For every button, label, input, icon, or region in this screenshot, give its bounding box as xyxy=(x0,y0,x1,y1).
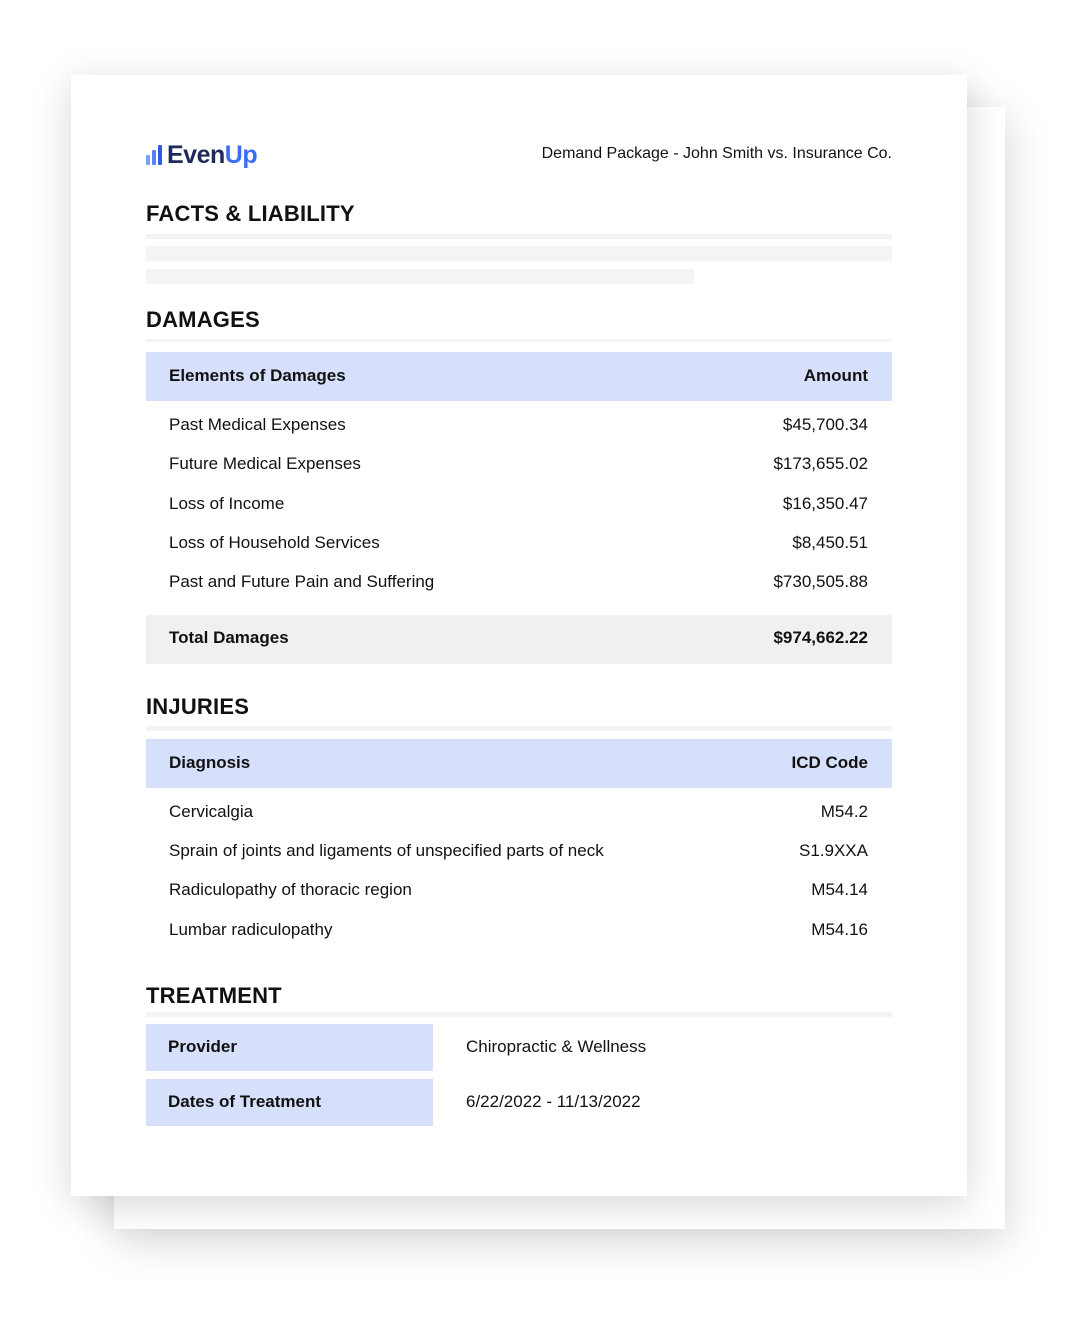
document-header xyxy=(146,139,892,171)
facts-section-title: FACTS & LIABILITY xyxy=(146,201,355,226)
total-damages-label: Total Damages xyxy=(169,628,289,647)
damages-column-header-elements: Elements of Damages xyxy=(169,366,346,385)
damages-table-header xyxy=(146,352,892,401)
damages-table-row xyxy=(146,494,892,518)
damages-table-row xyxy=(146,415,892,439)
provider-value: Chiropractic & Wellness xyxy=(466,1037,647,1056)
dates-value: 6/22/2022 - 11/13/2022 xyxy=(466,1092,641,1111)
damage-label: Past Medical Expenses xyxy=(169,415,346,434)
damage-amount: $730,505.88 xyxy=(773,572,868,591)
damages-table-row xyxy=(146,454,892,478)
diagnosis-label: Cervicalgia xyxy=(169,802,254,821)
injuries-table-row xyxy=(146,880,892,904)
brand-wordmark-part1: Even xyxy=(167,140,225,169)
icd-code: M54.2 xyxy=(820,802,868,821)
icd-code: M54.16 xyxy=(811,920,868,939)
damage-amount: $45,700.34 xyxy=(782,415,868,434)
damages-column-header-amount: Amount xyxy=(803,366,868,385)
treatment-divider xyxy=(146,1012,892,1017)
injuries-table-row xyxy=(146,841,892,865)
bar-mark-icon xyxy=(146,145,162,165)
damage-label: Future Medical Expenses xyxy=(169,454,361,473)
total-damages-row xyxy=(146,615,892,664)
diagnosis-label: Radiculopathy of thoracic region xyxy=(169,880,412,899)
injuries-column-header-diagnosis: Diagnosis xyxy=(169,753,251,772)
facts-divider xyxy=(146,234,892,239)
facts-placeholder-line xyxy=(146,269,694,284)
dates-label: Dates of Treatment xyxy=(168,1092,322,1111)
provider-label: Provider xyxy=(168,1037,237,1056)
damage-label: Loss of Household Services xyxy=(169,533,380,552)
damage-label: Loss of Income xyxy=(169,494,285,513)
document-sheet xyxy=(71,75,967,1196)
provider-label-cell xyxy=(146,1024,433,1071)
damage-amount: $8,450.51 xyxy=(792,533,868,552)
injuries-section-title: INJURIES xyxy=(146,694,250,719)
dates-label-cell xyxy=(146,1079,433,1126)
damages-table-row xyxy=(146,533,892,557)
evenup-logo xyxy=(146,139,257,171)
damage-label: Past and Future Pain and Suffering xyxy=(169,572,435,591)
injuries-table-row xyxy=(146,802,892,826)
injuries-table-header xyxy=(146,739,892,788)
injuries-table-row xyxy=(146,920,892,944)
treatment-section-title: TREATMENT xyxy=(146,983,282,1008)
injuries-column-header-icd: ICD Code xyxy=(791,753,868,772)
icd-code: S1.9XXA xyxy=(799,841,868,860)
icd-code: M54.14 xyxy=(811,880,868,899)
diagnosis-label: Lumbar radiculopathy xyxy=(169,920,333,939)
damages-section-title: DAMAGES xyxy=(146,307,260,332)
document-title: Demand Package - John Smith vs. Insurance Co. xyxy=(541,145,892,162)
total-damages-amount: $974,662.22 xyxy=(773,628,868,647)
damage-amount: $16,350.47 xyxy=(782,494,868,513)
brand-wordmark-part2: Up xyxy=(224,140,258,169)
brand-wordmark xyxy=(167,141,257,170)
diagnosis-label: Sprain of joints and ligaments of unspecified parts of neck xyxy=(169,841,604,860)
injuries-divider xyxy=(146,726,892,731)
damages-divider xyxy=(146,339,892,342)
damages-table-row xyxy=(146,572,892,596)
facts-placeholder-line xyxy=(146,246,892,261)
damage-amount: $173,655.02 xyxy=(773,454,868,473)
